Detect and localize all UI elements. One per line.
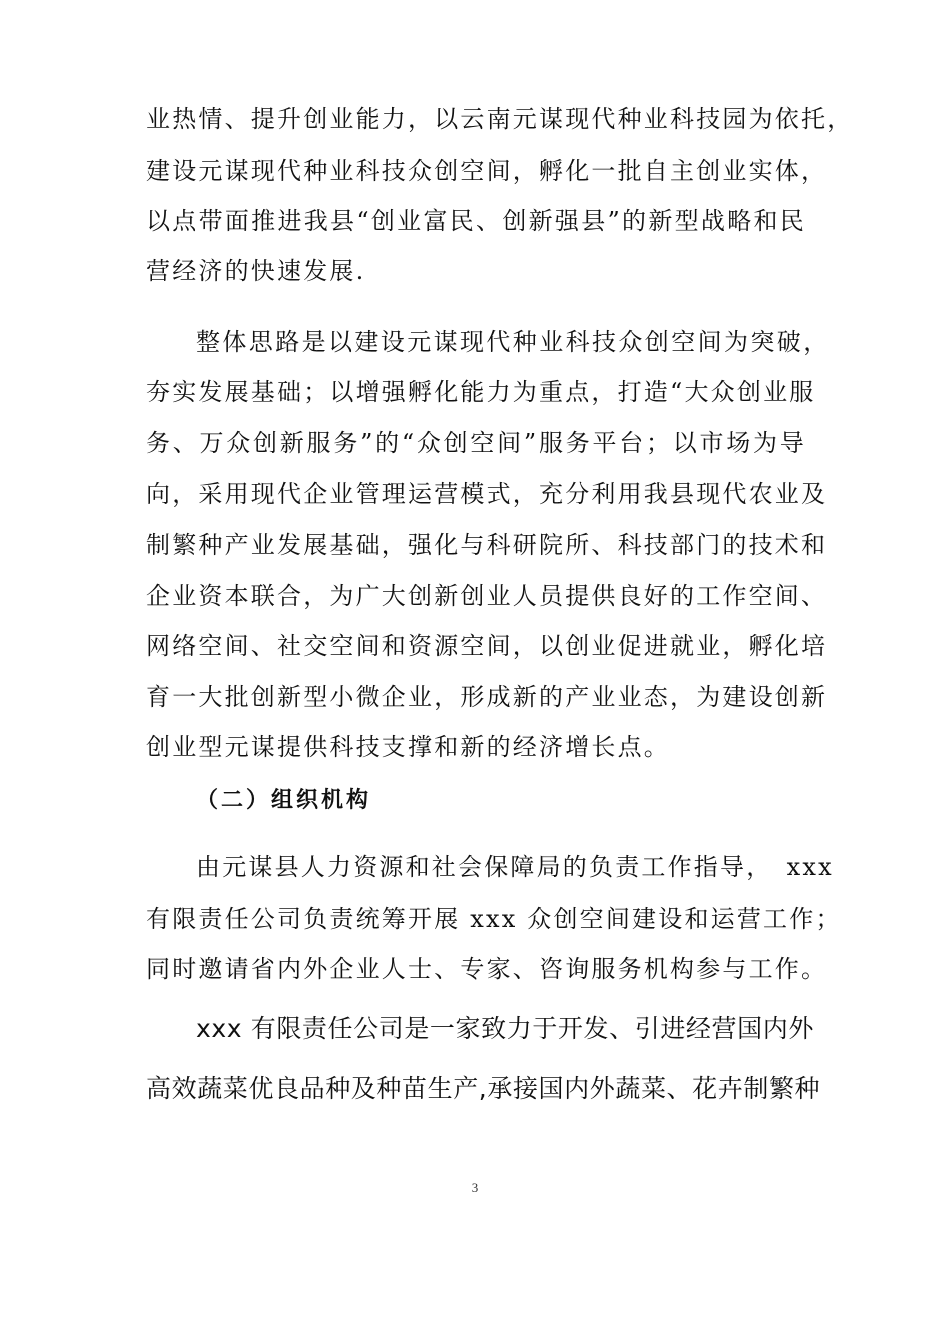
paragraph-2-line-6: 企业资本联合，为广大创新创业人员提供良好的工作空间、 [146,582,828,610]
paragraph-1-line-3: 以点带面推进我县“创业富民、创新强县”的新型战略和民 [146,207,806,235]
paragraph-2-line-5: 制繁种产业发展基础，强化与科研院所、科技部门的技术和 [146,531,828,559]
paragraph-4-line-2: 高效蔬菜优良品种及种苗生产,承接国内外蔬菜、花卉制繁种 [146,1074,821,1103]
paragraph-4-line-1: xxx 有限责任公司是一家致力于开发、引进经营国内外 [196,1014,814,1043]
paragraph-1-line-2: 建设元谋现代种业科技众创空间，孵化一批自主创业实体， [146,157,828,185]
paragraph-1-line-1: 业热情、提升创业能力，以云南元谋现代种业科技园为依托， [146,105,854,133]
paragraph-2-line-8: 育一大批创新型小微企业，形成新的产业业态，为建设创新 [146,683,828,711]
paragraph-2-line-7: 网络空间、社交空间和资源空间，以创业促进就业，孵化培 [146,632,828,660]
paragraph-2-line-3: 务、万众创新服务”的“众创空间”服务平台；以市场为导 [146,429,806,457]
page-number: 3 [471,1180,479,1195]
paragraph-2-line-4: 向，采用现代企业管理运营模式，充分利用我县现代农业及 [146,480,828,508]
paragraph-3-line-2: 有限责任公司负责统筹开展 xxx 众创空间建设和运营工作； [146,905,842,933]
paragraph-1-line-4: 营经济的快速发展. [146,257,366,285]
paragraph-3-line-3: 同时邀请省内外企业人士、专家、咨询服务机构参与工作。 [146,955,828,983]
paragraph-2-line-1: 整体思路是以建设元谋现代种业科技众创空间为突破， [196,328,830,356]
paragraph-3-line-1: 由元谋县人力资源和社会保障局的负责工作指导， xxx [196,853,834,881]
section-heading: （二）组织机构 [196,787,372,813]
paragraph-2-line-2: 夯实发展基础；以增强孵化能力为重点，打造“大众创业服 [146,378,816,406]
paragraph-2-line-9: 创业型元谋提供科技支撑和新的经济增长点。 [146,733,670,761]
